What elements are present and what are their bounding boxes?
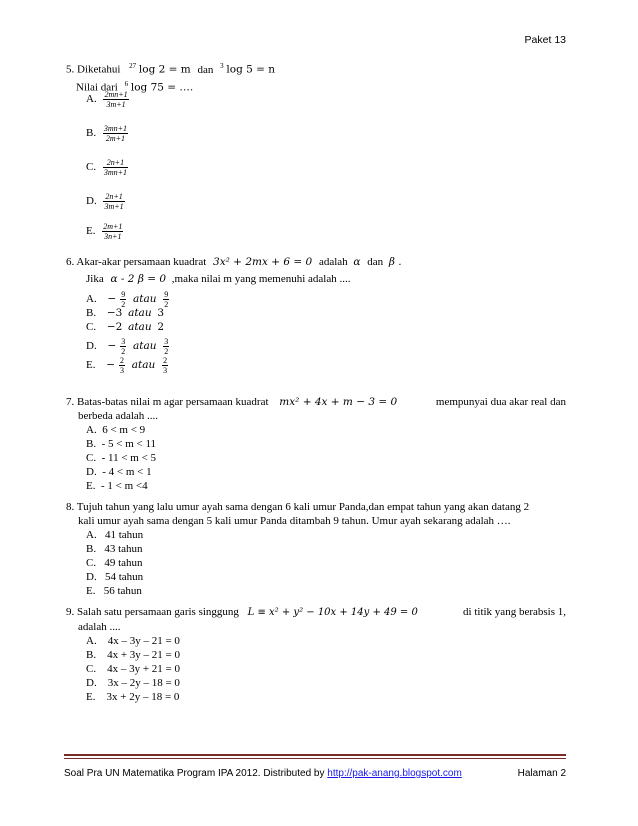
q9-line2: adalah .... bbox=[78, 621, 121, 633]
q8-option-c: C. 49 tahun bbox=[86, 557, 143, 569]
q7-option-e: E. - 1 < m <4 bbox=[86, 480, 148, 492]
q5-option-e-frac: $\frac{2m+1}{3n+1}$ bbox=[103, 222, 123, 241]
q6-option-e-label: E. bbox=[86, 359, 96, 372]
q5-log-a-expr: log 2 = m bbox=[138, 63, 191, 76]
q5-option-d-label: D. bbox=[86, 195, 97, 208]
q6-option-b: B. −3 atau 3 bbox=[86, 307, 165, 319]
q6-option-a-label: A. bbox=[86, 293, 97, 306]
q6-option-c: C. −2 atau 2 bbox=[86, 321, 165, 333]
footer-rule-thick bbox=[64, 754, 566, 756]
q9-option-d: D. 3x – 2y – 18 = 0 bbox=[86, 677, 180, 689]
q5-option-b-label: B. bbox=[86, 127, 97, 140]
q9-option-a: A. 4x – 3y – 21 = 0 bbox=[86, 635, 180, 647]
q7-intro: 7. Batas-batas nilai m agar persamaan kuadrat bbox=[66, 396, 269, 408]
q7-equation: mx² + 4x + m − 3 = 0 bbox=[279, 396, 398, 408]
q5-option-a-frac: $\frac{2mn+1}{3m+1}$ bbox=[104, 90, 128, 109]
q9-option-c: C. 4x – 3y + 21 = 0 bbox=[86, 663, 181, 675]
q5-ask-expr: log 75 = …. bbox=[130, 81, 194, 94]
q5-option-e-label: E. bbox=[86, 225, 96, 238]
q7-option-b: B. - 5 < m < 11 bbox=[86, 438, 157, 450]
q6-beta: β . bbox=[388, 256, 402, 268]
q6-jika: Jika bbox=[86, 273, 104, 285]
q6-ask: ,maka nilai m yang memenuhi adalah .... bbox=[171, 273, 351, 285]
q5-option-a-label: A. bbox=[86, 93, 97, 106]
q6-option-e: E. − $\frac{2}{3}$ atau $\frac{2}{3}$ bbox=[86, 356, 168, 375]
q6-option-a: A. − $\frac{9}{2}$ atau $\frac{9}{2}$ bbox=[86, 290, 169, 309]
q8-option-a: A. 41 tahun bbox=[86, 529, 144, 541]
q6-condition: α - 2 β = 0 bbox=[110, 273, 167, 285]
q6-option-d-label: D. bbox=[86, 340, 97, 353]
q8-option-d: D. 54 tahun bbox=[86, 571, 144, 583]
q5-option-e bbox=[86, 222, 123, 241]
q6-option-d: D. − $\frac{3}{2}$ atau $\frac{3}{2}$ bbox=[86, 337, 169, 356]
q9-equation: L ≡ x² + y² − 10x + 14y + 49 = 0 bbox=[247, 607, 418, 618]
footer-credit: Soal Pra UN Matematika Program IPA 2012. Distributed by bbox=[64, 768, 325, 779]
q5-ask: Nilai dari bbox=[76, 81, 118, 94]
q5-option-c-label: C. bbox=[86, 161, 97, 174]
q5-option-a bbox=[86, 90, 129, 109]
page-number: Halaman 2 bbox=[517, 768, 566, 779]
q5-intro: 5. Diketahui bbox=[66, 63, 121, 76]
q6-option-c-label: C. bbox=[86, 321, 97, 333]
q8-option-e: E. 56 tahun bbox=[86, 585, 142, 597]
q5-ask-base: 6 bbox=[124, 80, 129, 88]
q6-equation: 3x² + 2mx + 6 = 0 bbox=[213, 256, 313, 268]
q7-option-d: D. - 4 < m < 1 bbox=[86, 466, 152, 478]
q6-dan: dan bbox=[367, 256, 384, 268]
q5-line1 bbox=[66, 60, 275, 77]
q7-tail: mempunyai dua akar real dan bbox=[435, 396, 566, 408]
q7-option-c: C. - 11 < m < 5 bbox=[86, 452, 157, 464]
footer-link[interactable]: http://pak-anang.blogspot.com bbox=[327, 768, 462, 779]
paket-label: Paket 13 bbox=[524, 34, 566, 46]
q6-line2 bbox=[86, 273, 351, 286]
q6-adalah: adalah bbox=[318, 256, 348, 268]
q5-dan: dan bbox=[197, 63, 214, 76]
q9-tail: di titik yang berabsis 1, bbox=[463, 606, 566, 618]
q9-option-b: B. 4x + 3y – 21 = 0 bbox=[86, 649, 181, 661]
q6-line1 bbox=[66, 256, 402, 269]
q5-option-c-frac: $\frac{2n+1}{3mn+1}$ bbox=[103, 158, 128, 177]
q5-log-b-base: 3 bbox=[220, 62, 224, 70]
q5-option-d bbox=[86, 192, 125, 211]
q9-option-e: E. 3x + 2y – 18 = 0 bbox=[86, 691, 180, 703]
q6-intro: 6. Akar-akar persamaan kuadrat bbox=[66, 256, 207, 268]
footer-left bbox=[64, 768, 462, 779]
q6-option-b-label: B. bbox=[86, 307, 97, 319]
q5-log-b-expr: log 5 = n bbox=[226, 63, 276, 76]
q7-option-a: A. 6 < m < 9 bbox=[86, 424, 146, 436]
q8-line1: 8. Tujuh tahun yang lalu umur ayah sama dengan 6 kali umur Panda,dan empat tahun yang akan datang 2 bbox=[66, 501, 530, 513]
q6-alpha: α bbox=[353, 256, 361, 268]
q9-intro: 9. Salah satu persamaan garis singgung bbox=[66, 606, 239, 618]
q5-option-c bbox=[86, 158, 128, 177]
q5-option-b bbox=[86, 124, 128, 143]
q7-line1 bbox=[66, 396, 566, 409]
q5-option-d-frac: $\frac{2n+1}{3m+1}$ bbox=[104, 192, 124, 211]
q8-option-b: B. 43 tahun bbox=[86, 543, 143, 555]
q8-line2: kali umur ayah sama dengan 5 kali umur Panda ditambah 9 tahun. Umur ayah sekarang adalah …. bbox=[78, 515, 511, 527]
q5-option-b-frac: $\frac{3mn+1}{2m+1}$ bbox=[103, 124, 128, 143]
q5-log-a-base: 27 bbox=[129, 62, 137, 70]
q7-line2: berbeda adalah .... bbox=[78, 410, 159, 422]
q9-line1 bbox=[66, 606, 566, 619]
footer-rule-thin bbox=[64, 758, 566, 759]
